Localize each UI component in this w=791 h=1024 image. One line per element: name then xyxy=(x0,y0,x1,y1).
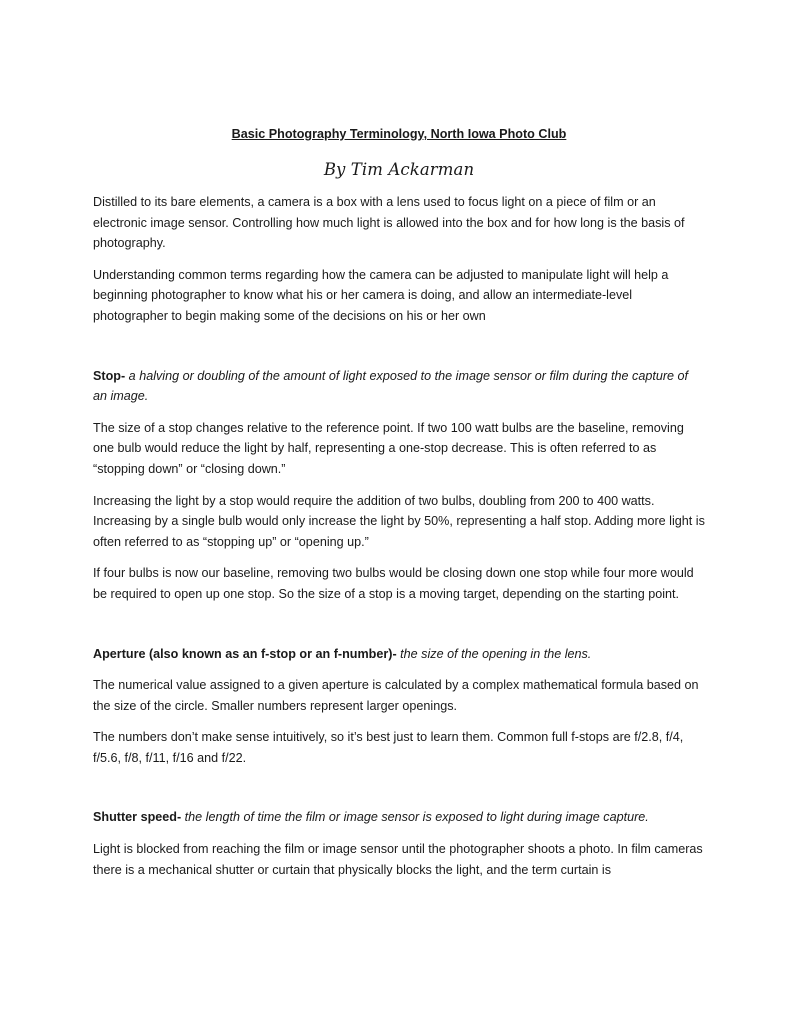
body-paragraph: The numbers don’t make sense intuitively, so it’s best just to learn them. Common full f-stops are f/2.8, f/4, f/5.6, f/8, f/11, f/16 and f/22. xyxy=(93,730,684,765)
term-stop: Stop- xyxy=(93,368,126,383)
body-paragraph: Increasing the light by a stop would require the addition of two bulbs, doubling from 200 to 400 watts. Increasing by a single bulb would only increase the light by 50%, representing a half stop. Adding more light is often referred to as “stopping up” or “opening up.” xyxy=(93,493,705,549)
body-paragraph: Light is blocked from reaching the film or image sensor until the photographer shoots a photo. In film cameras there is a mechanical shutter or curtain that physically blocks the light, and the term curtain is xyxy=(93,842,703,877)
body-paragraph: The size of a stop changes relative to the reference point. If two 100 watt bulbs are the baseline, removing one bulb would reduce the light by half, representing a one-stop decrease. This is often referred to as “stopping down” or “closing down.” xyxy=(93,420,684,476)
term-aperture-heading xyxy=(93,644,705,665)
body-paragraph: If four bulbs is now our baseline, removing two bulbs would be closing down one stop while four more would be required to open up one stop. So the size of a stop is a moving target, depending on the starting point. xyxy=(93,566,694,601)
document-body xyxy=(93,124,705,891)
intro-paragraph: Understanding common terms regarding how the camera can be adjusted to manipulate light will help a beginning photographer to know what his or her camera is doing, and allow an intermediate-level photographer to begin making some of the decisions on his or her own xyxy=(93,267,669,323)
term-shutter-speed-heading xyxy=(93,807,705,828)
body-paragraph: The numerical value assigned to a given aperture is calculated by a complex mathematical formula based on the size of the circle. Smaller numbers represent larger openings. xyxy=(93,678,699,713)
term-stop-heading xyxy=(93,366,705,407)
term-aperture: Aperture (also known as an f-stop or an f-number)- xyxy=(93,646,397,661)
definition-shutter-speed: the length of time the film or image sensor is exposed to light during image capture. xyxy=(181,810,649,825)
definition-stop: a halving or doubling of the amount of light exposed to the image sensor or film during the capture of an image. xyxy=(93,368,689,404)
intro-paragraph: Distilled to its bare elements, a camera is a box with a lens used to focus light on a piece of film or an electronic image sensor. Controlling how much light is allowed into the box and for how long is the basis of photography. xyxy=(93,195,685,251)
definition-aperture: the size of the opening in the lens. xyxy=(396,646,592,661)
author-byline: By Tim Ackarman xyxy=(323,160,475,179)
document-title: Basic Photography Terminology, North Iowa Photo Club xyxy=(231,127,567,141)
term-shutter-speed: Shutter speed- xyxy=(93,810,182,825)
